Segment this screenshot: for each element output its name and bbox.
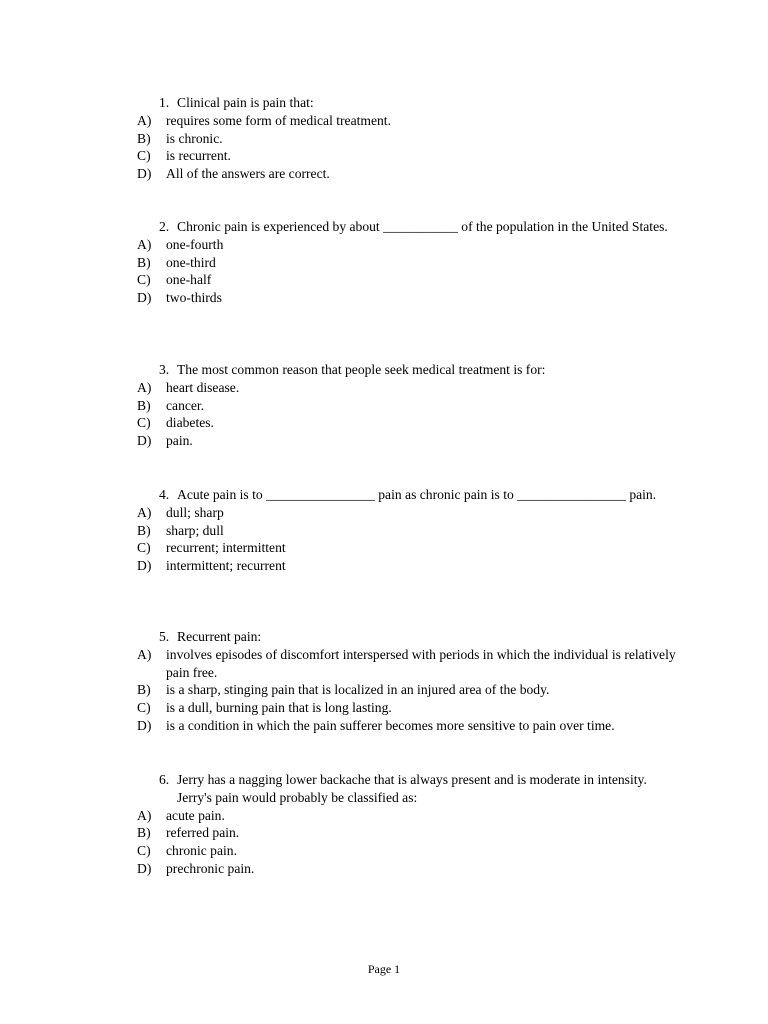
- option-text: referred pain.: [166, 825, 240, 841]
- question-4: [0, 486, 768, 575]
- question-stem: [159, 94, 675, 112]
- option-a: [137, 112, 677, 130]
- option-text: one-half: [166, 272, 212, 288]
- option-text: one-third: [166, 254, 216, 270]
- option-b: [137, 397, 677, 415]
- question-number: 4.: [159, 487, 170, 502]
- question-stem: [159, 361, 675, 379]
- question-stem: [159, 486, 675, 504]
- question-text: Clinical pain is pain that:: [177, 95, 314, 110]
- question-number: 6.: [159, 772, 170, 787]
- option-letter: C): [137, 843, 151, 859]
- option-text: requires some form of medical treatment.: [166, 112, 391, 128]
- option-a: [137, 236, 677, 254]
- question-stem: [159, 771, 675, 807]
- option-text: heart disease.: [166, 379, 240, 395]
- option-letter: A): [137, 504, 152, 520]
- question-number: 2.: [159, 219, 170, 234]
- option-d: [137, 557, 677, 575]
- option-letter: D): [137, 717, 152, 733]
- option-text: recurrent; intermittent: [166, 540, 286, 556]
- option-text: sharp; dull: [166, 522, 224, 538]
- option-letter: B): [137, 522, 151, 538]
- option-text: is a sharp, stinging pain that is localized in an injured area of the body.: [166, 682, 550, 698]
- option-letter: C): [137, 540, 151, 556]
- option-b: [137, 522, 677, 540]
- option-text: two-thirds: [166, 290, 222, 306]
- option-b: [137, 824, 677, 842]
- page-number: Page 1: [367, 962, 401, 976]
- option-text: All of the answers are correct.: [166, 166, 330, 182]
- question-text: Recurrent pain:: [177, 629, 262, 644]
- option-text: involves episodes of discomfort interspersed with periods in which the individual is relatively pain free.: [166, 646, 676, 680]
- option-letter: B): [137, 682, 151, 698]
- option-letter: B): [137, 254, 151, 270]
- option-letter: B): [137, 397, 151, 413]
- option-letter: B): [137, 130, 151, 146]
- option-letter: A): [137, 807, 152, 823]
- option-b: [137, 681, 677, 699]
- option-letter: D): [137, 860, 152, 876]
- option-letter: C): [137, 415, 151, 431]
- option-letter: C): [137, 272, 151, 288]
- option-text: pain.: [166, 433, 193, 449]
- option-text: chronic pain.: [166, 843, 237, 859]
- option-letter: D): [137, 558, 152, 574]
- option-d: [137, 860, 677, 878]
- option-letter: A): [137, 112, 152, 128]
- option-text: dull; sharp: [166, 504, 224, 520]
- option-a: [137, 504, 677, 522]
- option-d: [137, 432, 677, 450]
- option-d: [137, 717, 677, 735]
- option-letter: B): [137, 825, 151, 841]
- question-stem: [159, 628, 675, 646]
- option-c: [137, 842, 677, 860]
- option-c: [137, 699, 677, 717]
- question-number: 3.: [159, 362, 170, 377]
- question-text: Acute pain is to ________________ pain as chronic pain is to ________________ pain.: [177, 487, 657, 502]
- option-text: acute pain.: [166, 807, 225, 823]
- question-stem: [159, 218, 675, 236]
- question-number: 5.: [159, 629, 170, 644]
- option-text: is a condition in which the pain sufferer becomes more sensitive to pain over time.: [166, 717, 615, 733]
- option-letter: D): [137, 166, 152, 182]
- question-5: [0, 628, 768, 735]
- question-text: Jerry has a nagging lower backache that is always present and is moderate in intensity. Jerry's pain would probably be classified as:: [177, 772, 647, 805]
- option-letter: D): [137, 433, 152, 449]
- option-letter: C): [137, 700, 151, 716]
- option-letter: A): [137, 236, 152, 252]
- option-a: [137, 379, 677, 397]
- question-text: Chronic pain is experienced by about ___________ of the population in the United States.: [177, 219, 668, 234]
- question-3: [0, 361, 768, 450]
- question-number: 1.: [159, 95, 170, 110]
- option-letter: A): [137, 379, 152, 395]
- question-2: [0, 218, 768, 307]
- option-d: [137, 289, 677, 307]
- option-c: [137, 539, 677, 557]
- option-c: [137, 414, 677, 432]
- option-letter: C): [137, 148, 151, 164]
- option-text: is chronic.: [166, 130, 223, 146]
- option-letter: D): [137, 290, 152, 306]
- option-text: intermittent; recurrent: [166, 558, 286, 574]
- option-c: [137, 147, 677, 165]
- option-letter: A): [137, 646, 152, 662]
- question-text: The most common reason that people seek medical treatment is for:: [177, 362, 546, 377]
- option-text: is a dull, burning pain that is long lasting.: [166, 700, 392, 716]
- option-a: [137, 807, 677, 825]
- option-d: [137, 165, 677, 183]
- option-c: [137, 271, 677, 289]
- option-text: cancer.: [166, 397, 205, 413]
- option-text: is recurrent.: [166, 148, 231, 164]
- option-b: [137, 130, 677, 148]
- option-a: [137, 646, 677, 682]
- question-6: [0, 771, 768, 878]
- option-text: diabetes.: [166, 415, 214, 431]
- option-text: prechronic pain.: [166, 860, 255, 876]
- question-1: [0, 94, 768, 183]
- option-b: [137, 254, 677, 272]
- option-text: one-fourth: [166, 236, 224, 252]
